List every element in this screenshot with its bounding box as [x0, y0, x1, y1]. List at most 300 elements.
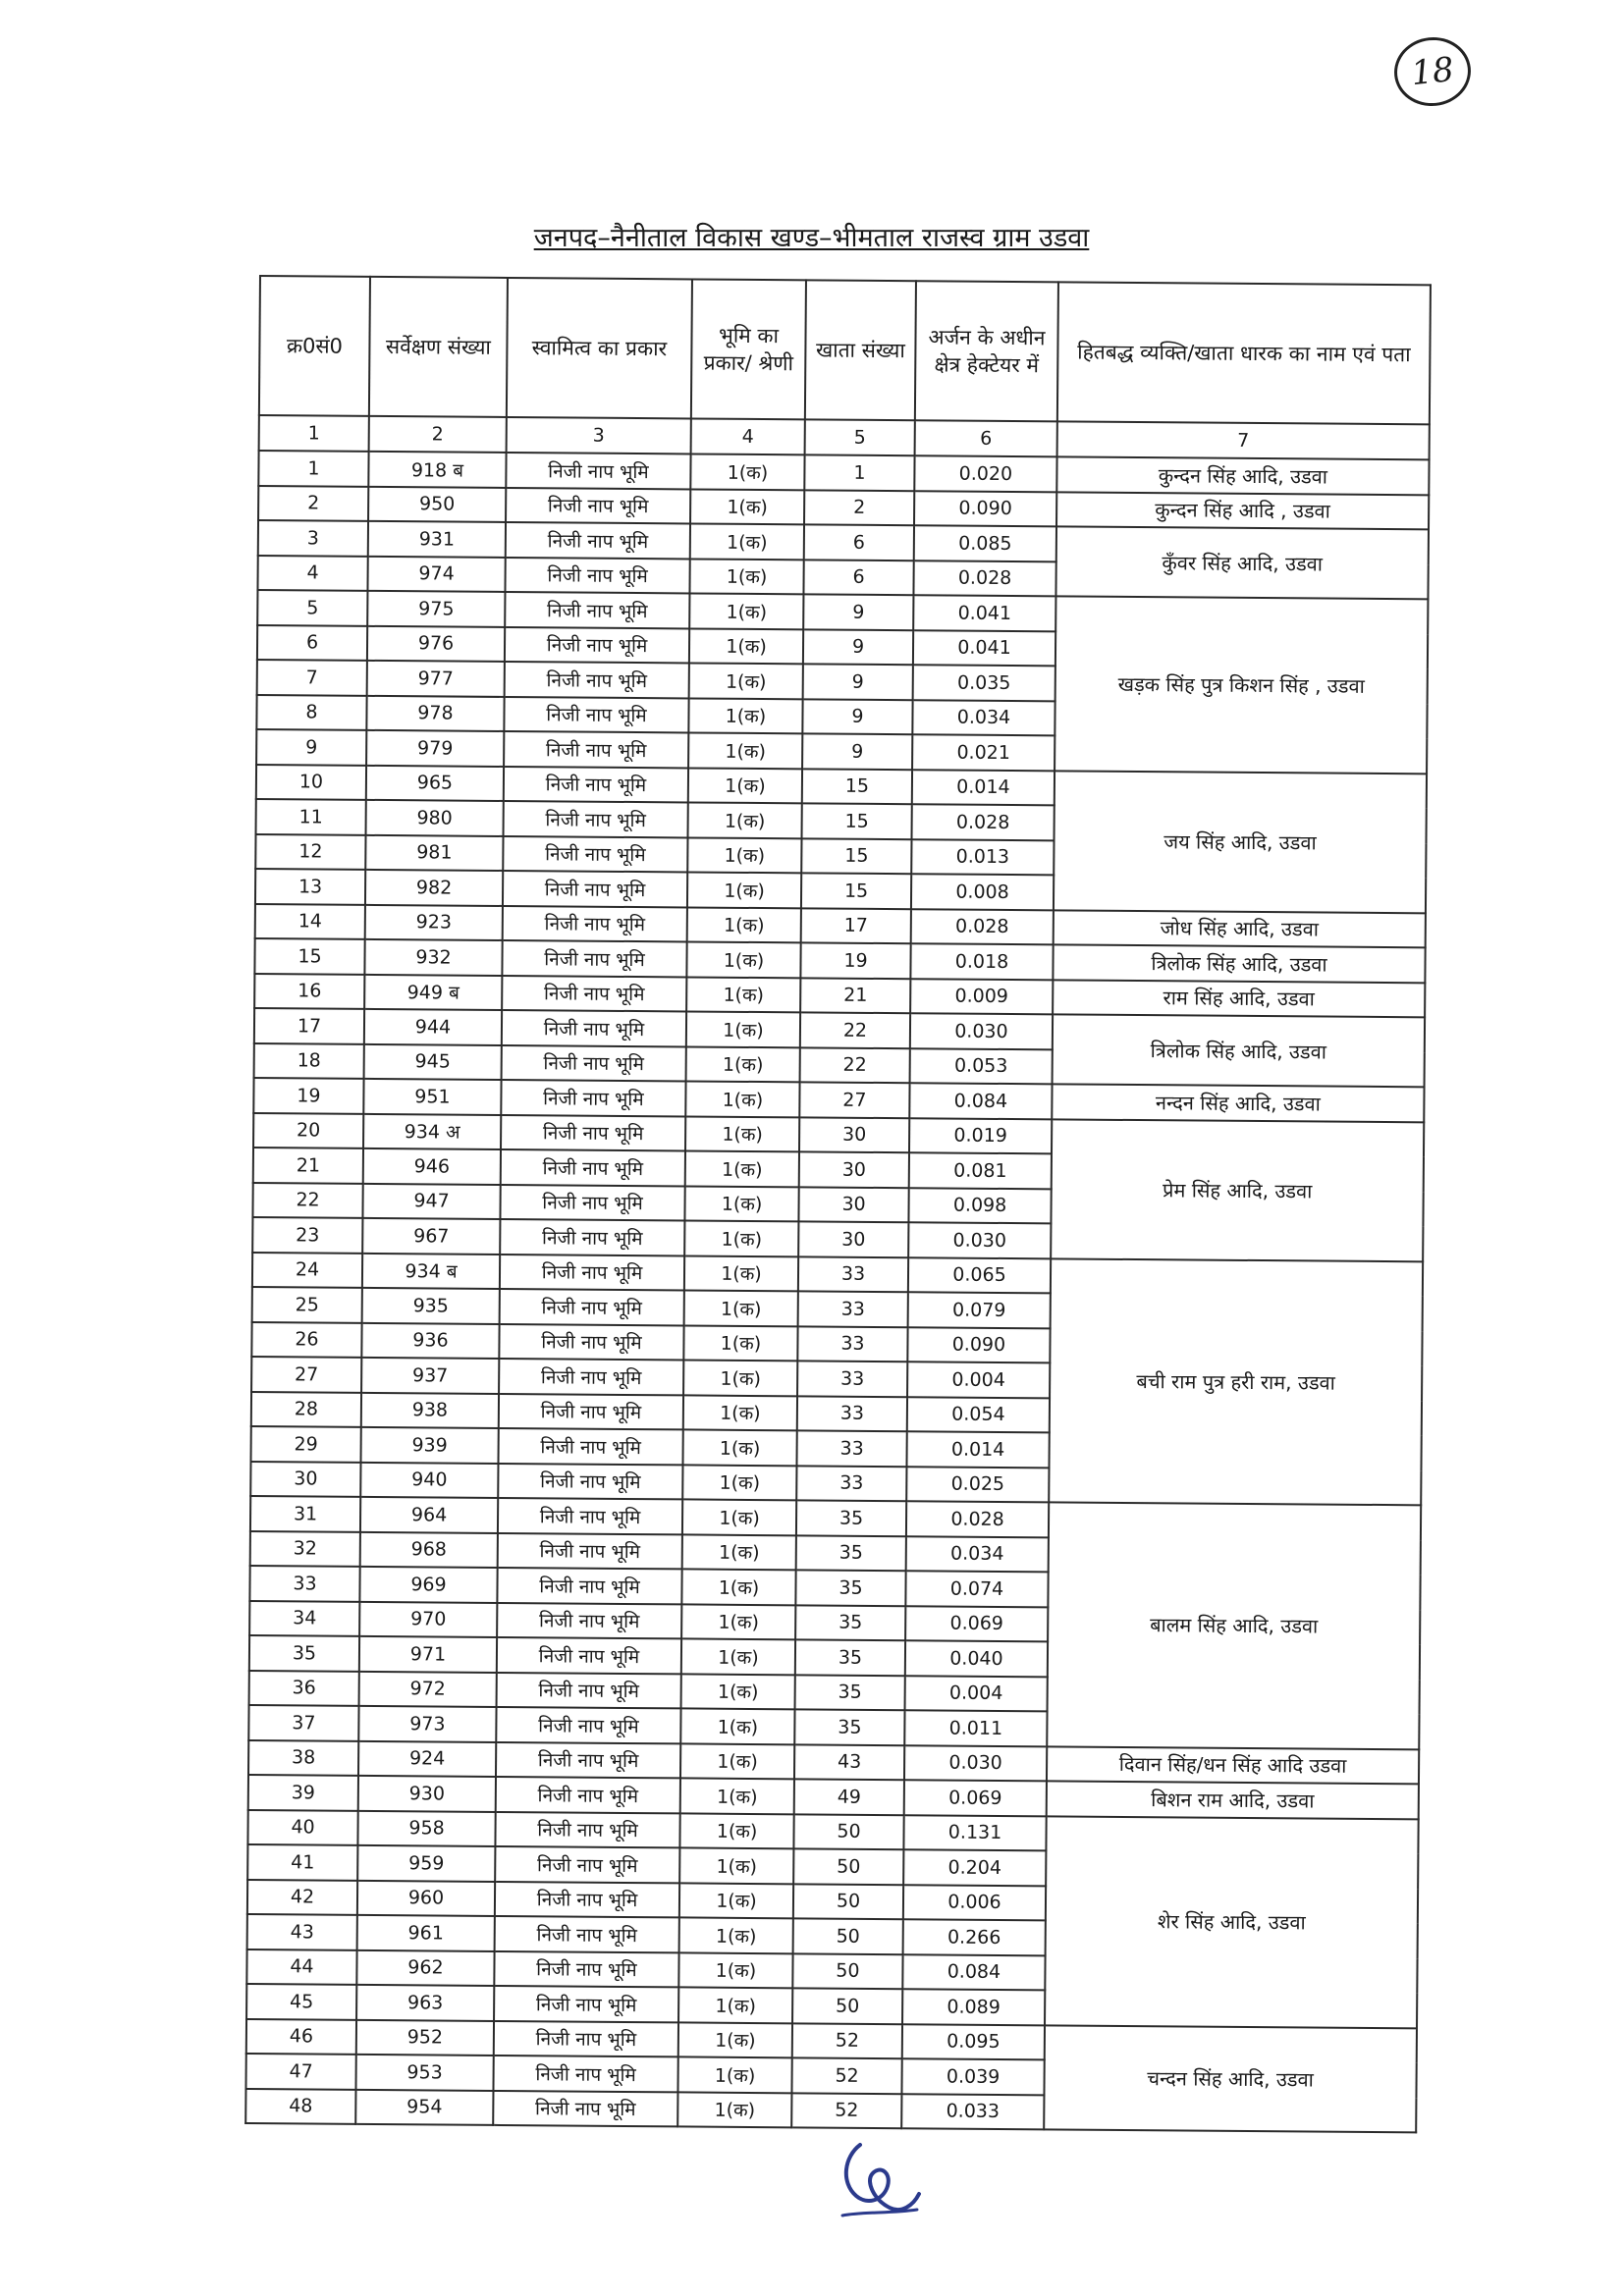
khata-number-cell: 33: [797, 1361, 907, 1396]
land-category-cell: 1(क): [682, 1465, 796, 1500]
area-cell: 0.034: [906, 1536, 1049, 1573]
serial-cell: 20: [253, 1112, 363, 1148]
khata-number-cell: 33: [797, 1396, 907, 1431]
khata-number-cell: 50: [793, 1884, 903, 1919]
survey-number-cell: 937: [361, 1358, 499, 1394]
survey-number-cell: 945: [364, 1043, 502, 1080]
area-cell: 0.025: [906, 1467, 1049, 1503]
serial-cell: 35: [249, 1635, 359, 1671]
land-category-cell: 1(क): [680, 1743, 794, 1779]
survey-number-cell: 938: [361, 1392, 499, 1428]
land-category-cell: 1(क): [684, 1220, 798, 1255]
survey-number-cell: 974: [367, 556, 505, 592]
owner-cell: त्रिलोक सिंह आदि, उडवा: [1053, 1014, 1426, 1087]
ownership-type-cell: निजी नाप भूमि: [506, 453, 690, 489]
serial-cell: 23: [252, 1217, 362, 1253]
survey-number-cell: 972: [359, 1671, 497, 1707]
serial-cell: 33: [249, 1566, 359, 1601]
khata-number-cell: 50: [793, 1814, 903, 1849]
khata-number-cell: 2: [804, 490, 914, 525]
ownership-type-cell: निजी नाप भूमि: [493, 2056, 677, 2092]
serial-cell: 2: [258, 486, 368, 521]
survey-number-cell: 954: [355, 2089, 493, 2125]
area-cell: 0.028: [912, 804, 1055, 840]
land-category-cell: 1(क): [681, 1674, 795, 1709]
survey-number-cell: 980: [366, 800, 504, 836]
khata-number-cell: 52: [791, 2093, 901, 2128]
area-cell: 0.085: [914, 525, 1056, 561]
ownership-type-cell: निजी नाप भूमि: [496, 1707, 680, 1743]
area-cell: 0.018: [910, 943, 1053, 980]
area-cell: 0.079: [908, 1292, 1051, 1328]
owner-cell: चन्दन सिंह आदि, उडवा: [1044, 2025, 1417, 2132]
ownership-type-cell: निजी नाप भूमि: [502, 975, 686, 1011]
area-cell: 0.009: [910, 979, 1053, 1015]
ownership-type-cell: निजी नाप भूमि: [505, 592, 689, 628]
khata-number-cell: 17: [801, 908, 911, 943]
khata-number-cell: 52: [791, 2057, 901, 2093]
serial-cell: 38: [248, 1739, 358, 1775]
owner-cell: खड़क सिंह पुत्र किशन सिंह , उडवा: [1055, 596, 1428, 773]
column-header: सर्वेक्षण संख्या: [369, 277, 508, 417]
area-cell: 0.131: [903, 1815, 1046, 1851]
survey-number-cell: 970: [359, 1601, 497, 1637]
area-cell: 0.074: [905, 1571, 1048, 1607]
khata-number-cell: 9: [802, 699, 912, 734]
owner-cell: नन्दन सिंह आदि, उडवा: [1052, 1084, 1424, 1121]
ownership-type-cell: निजी नाप भूमि: [501, 1080, 685, 1116]
ownership-type-cell: निजी नाप भूमि: [503, 905, 687, 941]
survey-number-cell: 949 ब: [364, 974, 502, 1010]
land-category-cell: 1(क): [683, 1325, 797, 1361]
owner-cell: दिवान सिंह/धन सिंह आदि उडवा: [1047, 1746, 1419, 1784]
column-number: 1: [259, 415, 369, 452]
land-category-cell: 1(क): [678, 2022, 792, 2057]
khata-number-cell: 9: [803, 664, 913, 699]
survey-number-cell: 959: [357, 1845, 495, 1882]
serial-cell: 17: [254, 1008, 364, 1043]
area-cell: 0.069: [904, 1780, 1047, 1816]
ownership-type-cell: निजी नाप भूमि: [500, 1254, 684, 1290]
ownership-type-cell: निजी नाप भूमि: [504, 696, 688, 732]
owner-cell: बिशन राम आदि, उडवा: [1047, 1781, 1419, 1818]
land-category-cell: 1(क): [687, 837, 801, 873]
khata-number-cell: 35: [796, 1500, 906, 1535]
area-cell: 0.054: [907, 1397, 1050, 1433]
area-cell: 0.090: [907, 1327, 1050, 1363]
survey-number-cell: 977: [367, 661, 505, 697]
ownership-type-cell: निजी नाप भूमि: [498, 1532, 682, 1569]
ownership-type-cell: निजी नाप भूमि: [496, 1777, 680, 1813]
serial-cell: 3: [258, 520, 368, 556]
serial-cell: 11: [256, 799, 366, 834]
serial-cell: 48: [245, 2088, 355, 2123]
area-cell: 0.089: [902, 1989, 1045, 2025]
land-category-cell: 1(क): [685, 1116, 799, 1151]
column-number: 4: [691, 418, 805, 454]
khata-number-cell: 6: [804, 524, 914, 560]
serial-cell: 32: [250, 1530, 360, 1566]
land-category-cell: 1(क): [688, 732, 802, 768]
survey-number-cell: 947: [362, 1183, 500, 1219]
column-number: 2: [369, 416, 507, 453]
khata-number-cell: 15: [801, 838, 911, 874]
ownership-type-cell: निजी नाप भूमि: [497, 1637, 681, 1674]
page-number: [1391, 33, 1475, 110]
serial-cell: 14: [255, 903, 365, 938]
owner-cell: बची राम पुत्र हरी राम, उडवा: [1049, 1258, 1423, 1505]
land-category-cell: 1(क): [681, 1604, 795, 1639]
ownership-type-cell: निजी नाप भूमि: [496, 1741, 680, 1778]
khata-number-cell: 35: [796, 1535, 906, 1571]
area-cell: 0.014: [912, 770, 1055, 806]
khata-number-cell: 33: [796, 1466, 906, 1501]
area-cell: 0.028: [913, 561, 1055, 597]
serial-cell: 42: [247, 1879, 357, 1914]
land-category-cell: 1(क): [684, 1186, 798, 1221]
serial-cell: 37: [248, 1705, 358, 1740]
khata-number-cell: 33: [798, 1291, 908, 1326]
ownership-type-cell: निजी नाप भूमि: [502, 1044, 686, 1081]
khata-number-cell: 15: [802, 769, 912, 804]
area-cell: 0.204: [903, 1849, 1046, 1886]
ownership-type-cell: निजी नाप भूमि: [495, 1811, 679, 1847]
survey-number-cell: 923: [365, 904, 503, 940]
ownership-type-cell: निजी नाप भूमि: [501, 1114, 685, 1150]
survey-number-cell: 951: [363, 1079, 501, 1115]
serial-cell: 46: [246, 2018, 356, 2054]
survey-number-cell: 962: [356, 1949, 494, 1986]
table-header-row: [259, 276, 1431, 424]
column-number: 7: [1057, 421, 1430, 459]
serial-cell: 47: [245, 2054, 355, 2089]
land-category-cell: 1(क): [686, 1046, 800, 1082]
serial-cell: 29: [251, 1426, 361, 1462]
serial-cell: 41: [247, 1844, 357, 1880]
serial-cell: 31: [250, 1496, 360, 1531]
land-category-cell: 1(क): [689, 628, 803, 664]
serial-cell: 6: [257, 624, 367, 660]
serial-cell: 26: [251, 1321, 361, 1357]
serial-cell: 13: [255, 869, 365, 904]
serial-cell: 18: [254, 1042, 364, 1078]
khata-number-cell: 43: [794, 1744, 904, 1780]
khata-number-cell: 35: [795, 1605, 905, 1640]
khata-number-cell: 6: [803, 560, 913, 595]
survey-number-cell: 952: [356, 2019, 494, 2056]
area-cell: 0.030: [910, 1013, 1053, 1049]
serial-cell: 8: [256, 694, 366, 729]
serial-cell: 7: [257, 660, 367, 695]
survey-number-cell: 960: [357, 1880, 495, 1916]
survey-number-cell: 981: [365, 834, 503, 871]
owner-cell: जोध सिंह आदि, उडवा: [1054, 910, 1426, 947]
khata-number-cell: 30: [798, 1221, 908, 1256]
serial-cell: 28: [251, 1391, 361, 1426]
land-category-cell: 1(क): [687, 907, 801, 942]
column-number: 5: [805, 419, 915, 455]
serial-cell: 21: [253, 1148, 363, 1183]
serial-cell: 16: [254, 973, 364, 1008]
ownership-type-cell: निजी नाप भूमि: [494, 1986, 678, 2022]
area-cell: 0.006: [903, 1885, 1046, 1921]
ownership-type-cell: निजी नाप भूमि: [497, 1672, 681, 1708]
khata-number-cell: 33: [796, 1430, 906, 1466]
khata-number-cell: 30: [799, 1117, 909, 1152]
land-category-cell: 1(क): [679, 1917, 793, 1952]
area-cell: 0.266: [903, 1919, 1046, 1955]
ownership-type-cell: निजी नाप भूमि: [497, 1602, 681, 1638]
ownership-type-cell: निजी नाप भूमि: [493, 2090, 677, 2126]
serial-cell: 45: [246, 1984, 356, 2019]
area-cell: 0.020: [914, 455, 1056, 492]
ownership-type-cell: निजी नाप भूमि: [503, 835, 687, 872]
khata-number-cell: 50: [792, 1988, 902, 2023]
khata-number-cell: 35: [795, 1570, 905, 1605]
owner-cell: शेर सिंह आदि, उडवा: [1045, 1816, 1419, 2028]
khata-number-cell: 15: [801, 873, 911, 908]
serial-cell: 30: [250, 1461, 360, 1496]
column-header: खाता संख्या: [805, 280, 916, 420]
area-cell: 0.065: [908, 1257, 1051, 1294]
survey-number-cell: 975: [367, 591, 505, 627]
serial-cell: 4: [257, 555, 367, 590]
area-cell: 0.041: [913, 595, 1055, 631]
serial-cell: 25: [252, 1287, 362, 1322]
survey-number-cell: 939: [361, 1427, 499, 1464]
serial-cell: 27: [251, 1357, 361, 1392]
khata-number-cell: 9: [803, 629, 913, 665]
area-cell: 0.028: [911, 909, 1054, 945]
table-body: [245, 451, 1429, 2132]
land-category-cell: 1(क): [679, 1813, 793, 1848]
ownership-type-cell: निजी नाप भूमि: [495, 1916, 679, 1952]
land-category-cell: 1(क): [685, 1081, 799, 1116]
area-cell: 0.069: [905, 1606, 1048, 1642]
survey-number-cell: 953: [355, 2055, 493, 2091]
khata-number-cell: 30: [798, 1187, 908, 1222]
area-cell: 0.084: [909, 1083, 1052, 1119]
owner-cell: कुन्दन सिंह आदि , उडवा: [1056, 492, 1429, 529]
survey-number-cell: 965: [366, 765, 504, 801]
serial-cell: 44: [246, 1949, 356, 1984]
serial-cell: 43: [247, 1914, 357, 1949]
area-cell: 0.090: [914, 491, 1056, 527]
survey-number-cell: 950: [368, 486, 506, 522]
land-category-cell: 1(क): [677, 2056, 791, 2092]
survey-number-cell: 934 ब: [362, 1253, 500, 1289]
area-cell: 0.033: [901, 2094, 1044, 2130]
column-header: अर्जन के अधीन क्षेत्र हेक्टेयर में: [915, 281, 1058, 421]
serial-cell: 36: [249, 1670, 359, 1705]
land-category-cell: 1(क): [689, 663, 803, 698]
khata-number-cell: 35: [794, 1709, 904, 1744]
survey-number-cell: 935: [362, 1288, 500, 1324]
land-category-cell: 1(क): [683, 1395, 797, 1430]
serial-cell: 24: [252, 1252, 362, 1287]
survey-number-cell: 967: [362, 1218, 500, 1255]
ownership-type-cell: निजी नाप भूमि: [498, 1498, 682, 1534]
area-cell: 0.004: [905, 1676, 1048, 1712]
owner-cell: कुन्दन सिंह आदि, उडवा: [1056, 456, 1429, 494]
land-category-cell: 1(क): [680, 1778, 794, 1813]
khata-number-cell: 30: [799, 1151, 909, 1187]
ownership-type-cell: निजी नाप भूमि: [503, 871, 687, 907]
khata-number-cell: 49: [794, 1779, 904, 1814]
serial-cell: 19: [253, 1078, 363, 1113]
land-category-cell: 1(क): [689, 559, 803, 594]
ownership-type-cell: निजी नाप भूमि: [505, 662, 689, 698]
khata-number-cell: 33: [798, 1256, 908, 1292]
ownership-type-cell: निजी नाप भूमि: [501, 1149, 685, 1186]
khata-number-cell: 35: [795, 1639, 905, 1675]
khata-number-cell: 50: [792, 1953, 902, 1989]
survey-number-cell: 924: [358, 1740, 496, 1777]
land-category-cell: 1(क): [686, 977, 800, 1012]
ownership-type-cell: निजी नाप भूमि: [499, 1428, 683, 1465]
land-category-cell: 1(क): [688, 802, 802, 837]
survey-number-cell: 931: [368, 521, 506, 558]
ownership-type-cell: निजी नाप भूमि: [504, 731, 688, 768]
ownership-type-cell: निजी नाप भूमि: [500, 1184, 684, 1220]
khata-number-cell: 1: [804, 454, 914, 490]
serial-cell: 1: [258, 451, 368, 486]
survey-number-cell: 971: [359, 1636, 497, 1673]
area-cell: 0.028: [906, 1501, 1049, 1537]
signature: [823, 2135, 931, 2223]
column-number: 6: [915, 420, 1057, 456]
ownership-type-cell: निजी नाप भूमि: [502, 940, 686, 977]
area-cell: 0.039: [901, 2058, 1044, 2095]
land-category-cell: 1(क): [682, 1429, 796, 1465]
serial-cell: 34: [249, 1600, 359, 1635]
area-cell: 0.040: [905, 1640, 1048, 1677]
column-header: क्र0सं0: [259, 276, 370, 416]
area-cell: 0.035: [913, 665, 1055, 701]
ownership-type-cell: निजी नाप भूमि: [499, 1359, 683, 1395]
land-category-cell: 1(क): [681, 1569, 795, 1604]
column-header: भूमि का प्रकार/ श्रेणी: [691, 279, 806, 419]
khata-number-cell: 27: [799, 1082, 909, 1117]
serial-cell: 22: [252, 1182, 362, 1217]
ownership-type-cell: निजी नाप भूमि: [500, 1219, 684, 1255]
khata-number-cell: 22: [800, 1012, 910, 1047]
area-cell: 0.041: [913, 630, 1055, 667]
survey-number-cell: 936: [361, 1322, 499, 1359]
khata-number-cell: 35: [795, 1675, 905, 1710]
owner-cell: बालम सिंह आदि, उडवा: [1047, 1502, 1421, 1748]
serial-cell: 15: [254, 938, 364, 974]
area-cell: 0.004: [907, 1362, 1050, 1398]
land-category-cell: 1(क): [681, 1638, 795, 1674]
ownership-type-cell: निजी नाप भूमि: [504, 766, 688, 802]
land-category-cell: 1(क): [686, 1011, 800, 1046]
khata-number-cell: 15: [802, 803, 912, 838]
area-cell: 0.030: [908, 1222, 1051, 1258]
khata-number-cell: 19: [800, 942, 910, 978]
khata-number-cell: 33: [797, 1326, 907, 1362]
khata-number-cell: 50: [793, 1848, 903, 1884]
area-cell: 0.014: [906, 1431, 1049, 1468]
ownership-type-cell: निजी नाप भूमि: [499, 1323, 683, 1360]
survey-number-cell: 934 अ: [363, 1113, 501, 1149]
land-category-cell: 1(क): [688, 698, 802, 733]
survey-number-cell: 976: [367, 625, 505, 662]
land-category-cell: 1(क): [679, 1883, 793, 1918]
land-category-cell: 1(क): [690, 489, 804, 524]
survey-number-cell: 918 ब: [368, 452, 506, 488]
serial-cell: 39: [248, 1775, 358, 1810]
survey-number-cell: 932: [364, 939, 502, 976]
survey-number-cell: 968: [360, 1531, 498, 1568]
area-cell: 0.013: [911, 839, 1054, 876]
land-category-cell: 1(क): [687, 872, 801, 907]
survey-number-cell: 944: [364, 1009, 502, 1045]
ownership-type-cell: निजी नाप भूमि: [500, 1289, 684, 1325]
ownership-type-cell: निजी नाप भूमि: [499, 1393, 683, 1429]
survey-number-cell: 963: [356, 1985, 494, 2021]
ownership-type-cell: निजी नाप भूमि: [506, 487, 690, 523]
land-category-cell: 1(क): [682, 1499, 796, 1534]
ownership-type-cell: निजी नाप भूमि: [502, 1010, 686, 1046]
khata-number-cell: 22: [800, 1047, 910, 1083]
survey-number-cell: 969: [359, 1567, 497, 1603]
area-cell: 0.081: [909, 1152, 1052, 1189]
area-cell: 0.008: [911, 874, 1054, 910]
khata-number-cell: 50: [793, 1918, 903, 1953]
land-category-cell: 1(क): [685, 1150, 799, 1186]
land-category-cell: 1(क): [686, 941, 800, 977]
serial-cell: 9: [256, 729, 366, 765]
khata-number-cell: 21: [800, 978, 910, 1013]
area-cell: 0.030: [904, 1745, 1047, 1782]
land-category-cell: 1(क): [683, 1360, 797, 1395]
survey-number-cell: 979: [366, 730, 504, 767]
area-cell: 0.053: [910, 1048, 1053, 1085]
khata-number-cell: 9: [802, 733, 912, 769]
land-category-cell: 1(क): [689, 593, 803, 628]
survey-number-cell: 978: [366, 695, 504, 731]
survey-number-cell: 961: [357, 1915, 495, 1951]
serial-cell: 12: [255, 833, 365, 869]
land-category-cell: 1(क): [690, 523, 804, 559]
area-cell: 0.095: [902, 2024, 1045, 2060]
owner-cell: कुँवर सिंह आदि, उडवा: [1055, 526, 1429, 599]
ownership-type-cell: निजी नाप भूमि: [495, 1881, 679, 1917]
khata-number-cell: 9: [803, 594, 913, 629]
survey-number-cell: 930: [358, 1776, 496, 1812]
ownership-type-cell: निजी नाप भूमि: [498, 1463, 682, 1499]
page-number-text: 18: [1409, 49, 1456, 94]
land-category-cell: 1(क): [680, 1708, 794, 1743]
ownership-type-cell: निजी नाप भूमि: [506, 522, 690, 559]
ownership-type-cell: निजी नाप भूमि: [505, 626, 689, 663]
land-category-cell: 1(क): [688, 768, 802, 803]
ownership-type-cell: निजी नाप भूमि: [495, 1846, 679, 1883]
serial-cell: 10: [256, 764, 366, 799]
area-cell: 0.019: [909, 1118, 1052, 1154]
land-category-cell: 1(क): [684, 1255, 798, 1291]
ownership-type-cell: निजी नाप भूमि: [494, 1950, 678, 1987]
area-cell: 0.034: [912, 700, 1055, 736]
owner-cell: जय सिंह आदि, उडवा: [1054, 771, 1427, 913]
column-header: स्वामित्व का प्रकार: [507, 278, 692, 418]
survey-number-cell: 958: [357, 1810, 495, 1846]
land-category-cell: 1(क): [682, 1534, 796, 1570]
ownership-type-cell: निजी नाप भूमि: [505, 557, 689, 593]
page-heading: जनपद–नैनीताल विकास खण्ड–भीमताल राजस्व ग्राम उडवा: [533, 223, 1090, 253]
land-category-cell: 1(क): [690, 454, 804, 489]
